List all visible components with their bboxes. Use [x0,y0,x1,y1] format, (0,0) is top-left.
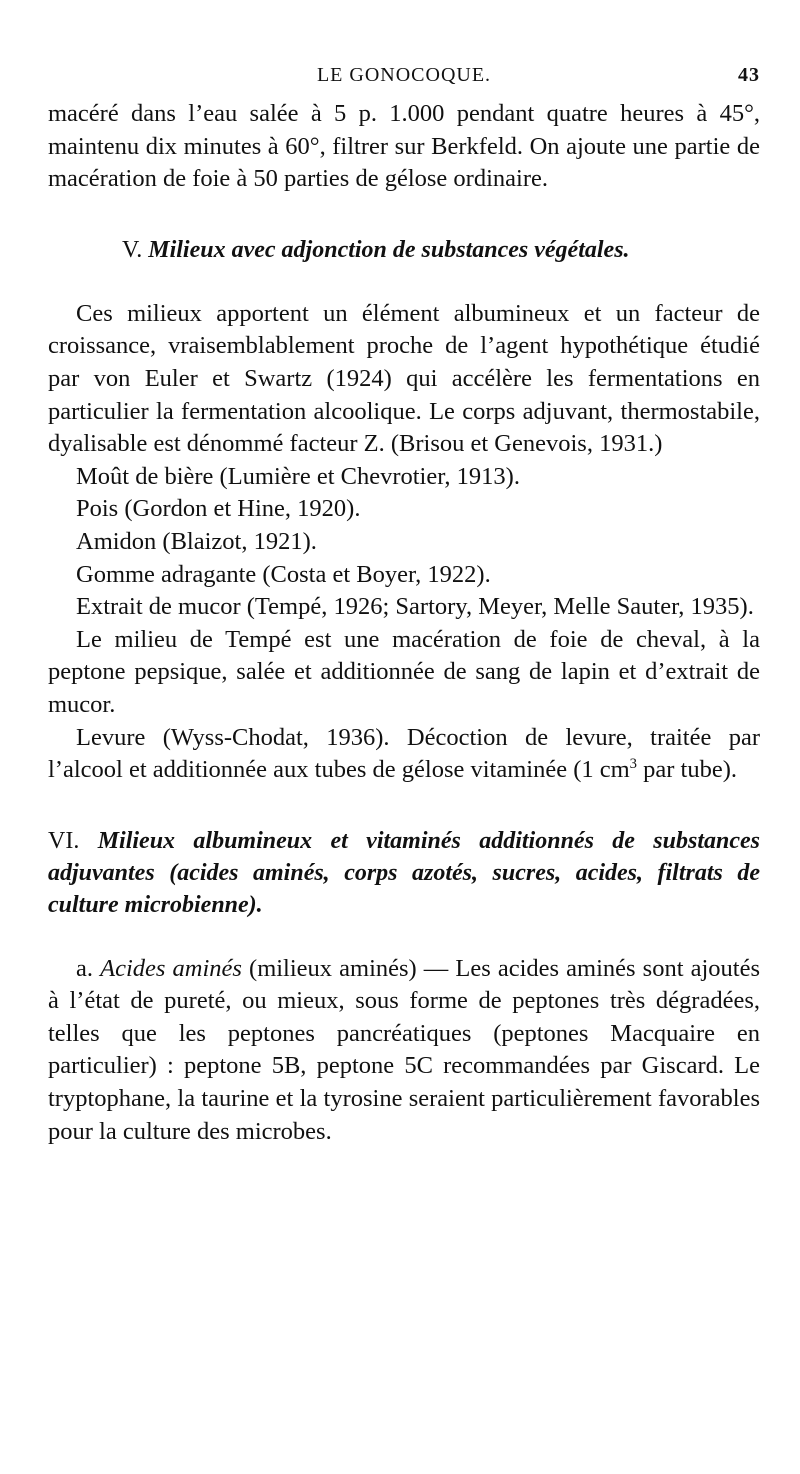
list-item-gomme: Gomme adragante (Costa et Boyer, 1922). [76,560,491,588]
list-item-pois: Pois (Gordon et Hine, 1920). [76,495,361,523]
list-item-amidon: Amidon (Blaizot, 1921). [76,527,317,555]
section-vi-number: VI. [48,827,80,854]
section-vi-heading [48,825,760,921]
section-v-number: V. [122,236,143,263]
subsection-a-text: (milieux aminés) — Les acides aminés sont ajoutés à l’état de pureté, ou mieux, sous forme de peptones très dégradées, telles que les peptones pancréatiques (peptones Macquaire en particulier) : peptone 5B, peptone 5C recommandées par Giscard. Le tryptophane, la taurine et la tyrosine seraient particulièrement favorables pour la culture des microbes. [48,954,761,1145]
list-item-moût: Moût de bière (Lumière et Chevrotier, 1913). [76,462,520,490]
section-v-intro: Ces milieux apportent un élément albumineux et un facteur de croissance, vraisemblablement proche de l’agent hypothétique étudié par von Euler et Swartz (1924) qui accélère les fermentations en particulier la fermentation alcoolique. Le corps adjuvant, thermostabile, dyalisable est dénommé facteur Z. (Brisou et Genevois, 1931.) [48,299,760,458]
levure-paragraph [48,722,760,787]
list-item-extrait: Extrait de mucor (Tempé, 1926; Sartory, Meyer, Melle Sauter, 1935). [76,593,754,621]
section-v-heading [48,234,760,266]
subsection-a-letter: a. [76,954,93,982]
section-vi-subtitle: (acides aminés, corps azotés, sucres, acides, filtrats de culture microbienne). [48,859,761,918]
book-page [48,58,760,1148]
subsection-a-title: Acides aminés [100,954,242,982]
running-title: LE GONOCOQUE. [316,64,492,86]
page-number: 43 [738,64,760,86]
page-header [48,58,760,98]
levure-superscript: 3 [629,755,638,772]
tempe-paragraph: Le milieu de Tempé est une macération de foie de cheval, à la peptone pepsique, salée et additionnée de sang de lapin et d’extrait de mucor. [48,625,760,718]
levure-text-end: par tube). [637,756,738,784]
section-vi-title: Milieux albumineux et vitaminés additionnés de substances adjuvantes [48,827,760,886]
subsection-a-paragraph [48,953,760,1149]
section-v-title: Milieux avec adjonction de substances végétales. [148,236,630,263]
intro-paragraph: macéré dans l’eau salée à 5 p. 1.000 pendant quatre heures à 45°, maintenu dix minutes à 60°, filtrer sur Berkfeld. On ajoute une partie de macération de foie à 50 parties de gélose ordinaire. [48,100,760,193]
levure-text: Levure (Wyss-Chodat, 1936). Décoction de levure, traitée par l’alcool et additionnée aux tubes de gélose vitaminée (1 cm [48,723,760,784]
